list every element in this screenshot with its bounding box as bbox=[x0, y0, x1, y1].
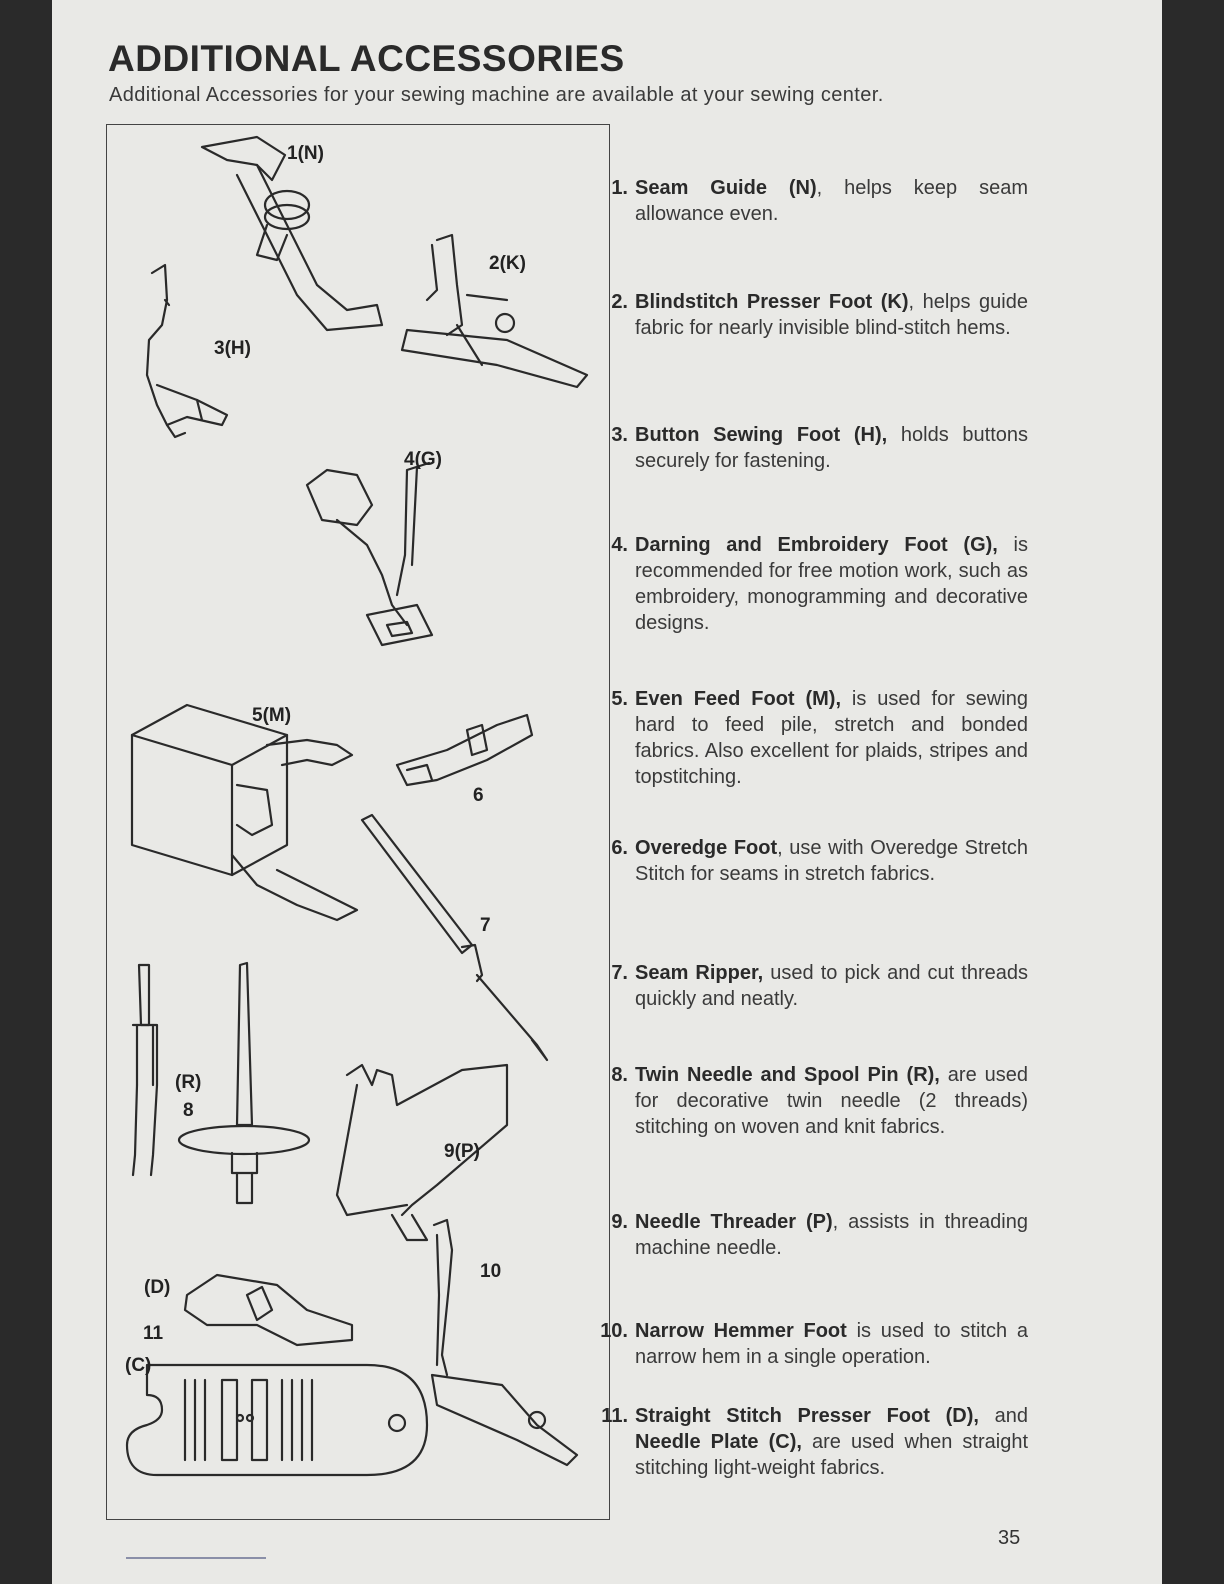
accessory-list bbox=[52, 0, 1162, 1584]
figure-label: 6 bbox=[473, 785, 484, 806]
figure-label: 3(H) bbox=[214, 338, 251, 359]
figure-label: 2(K) bbox=[489, 253, 526, 274]
list-item: 8. Twin Needle and Spool Pin (R), are used for decorative twin needle (2 threads) stitching on woven and knit fabrics. bbox=[611, 1064, 1029, 1138]
figure-label: (R) bbox=[175, 1072, 202, 1093]
list-item: 6. Overedge Foot, use with Overedge Stretch Stitch for seams in stretch fabrics. bbox=[611, 837, 1028, 885]
figure-label: 4(G) bbox=[404, 449, 442, 470]
manual-page bbox=[52, 0, 1162, 1584]
list-item: 3. Button Sewing Foot (H), holds buttons securely for fastening. bbox=[611, 424, 1028, 472]
list-item: 4. Darning and Embroidery Foot (G), is recommended for free motion work, such as embroidery, monogramming and decorative designs. bbox=[611, 534, 1028, 634]
figure-label: (D) bbox=[144, 1277, 171, 1298]
list-item: 7. Seam Ripper, used to pick and cut threads quickly and neatly. bbox=[611, 962, 1029, 1010]
page-subtitle: Additional Accessories for your sewing machine are available at your sewing center. bbox=[109, 84, 884, 106]
list-item: 5. Even Feed Foot (M), is used for sewing hard to feed pile, stretch and bonded fabrics. Also excellent for plaids, stripes and topstitching. bbox=[611, 688, 1028, 788]
bottom-rule bbox=[126, 1557, 266, 1559]
figure-label: 1(N) bbox=[287, 143, 324, 164]
figure-label: 7 bbox=[480, 915, 491, 936]
list-item: 11. Straight Stitch Presser Foot (D), and Needle Plate (C), are used when straight stitching light-weight fabrics. bbox=[601, 1405, 1028, 1479]
figure-label: 8 bbox=[183, 1100, 194, 1121]
figure-label: (C) bbox=[125, 1355, 152, 1376]
page-title: ADDITIONAL ACCESSORIES bbox=[108, 38, 625, 79]
list-item: 9. Needle Threader (P), assists in threading machine needle. bbox=[611, 1211, 1028, 1259]
list-item: 1. Seam Guide (N), helps keep seam allowance even. bbox=[611, 177, 1028, 225]
figure-label: 9(P) bbox=[444, 1141, 480, 1162]
figure-label: 5(M) bbox=[252, 705, 292, 726]
page-number: 35 bbox=[998, 1527, 1021, 1549]
figure-label: 11 bbox=[143, 1323, 164, 1344]
figure-label: 10 bbox=[480, 1261, 502, 1282]
list-item: 2. Blindstitch Presser Foot (K), helps guide fabric for nearly invisible blind-stitch hems. bbox=[611, 291, 1028, 339]
list-item: 10. Narrow Hemmer Foot is used to stitch a narrow hem in a single operation. bbox=[600, 1320, 1028, 1368]
